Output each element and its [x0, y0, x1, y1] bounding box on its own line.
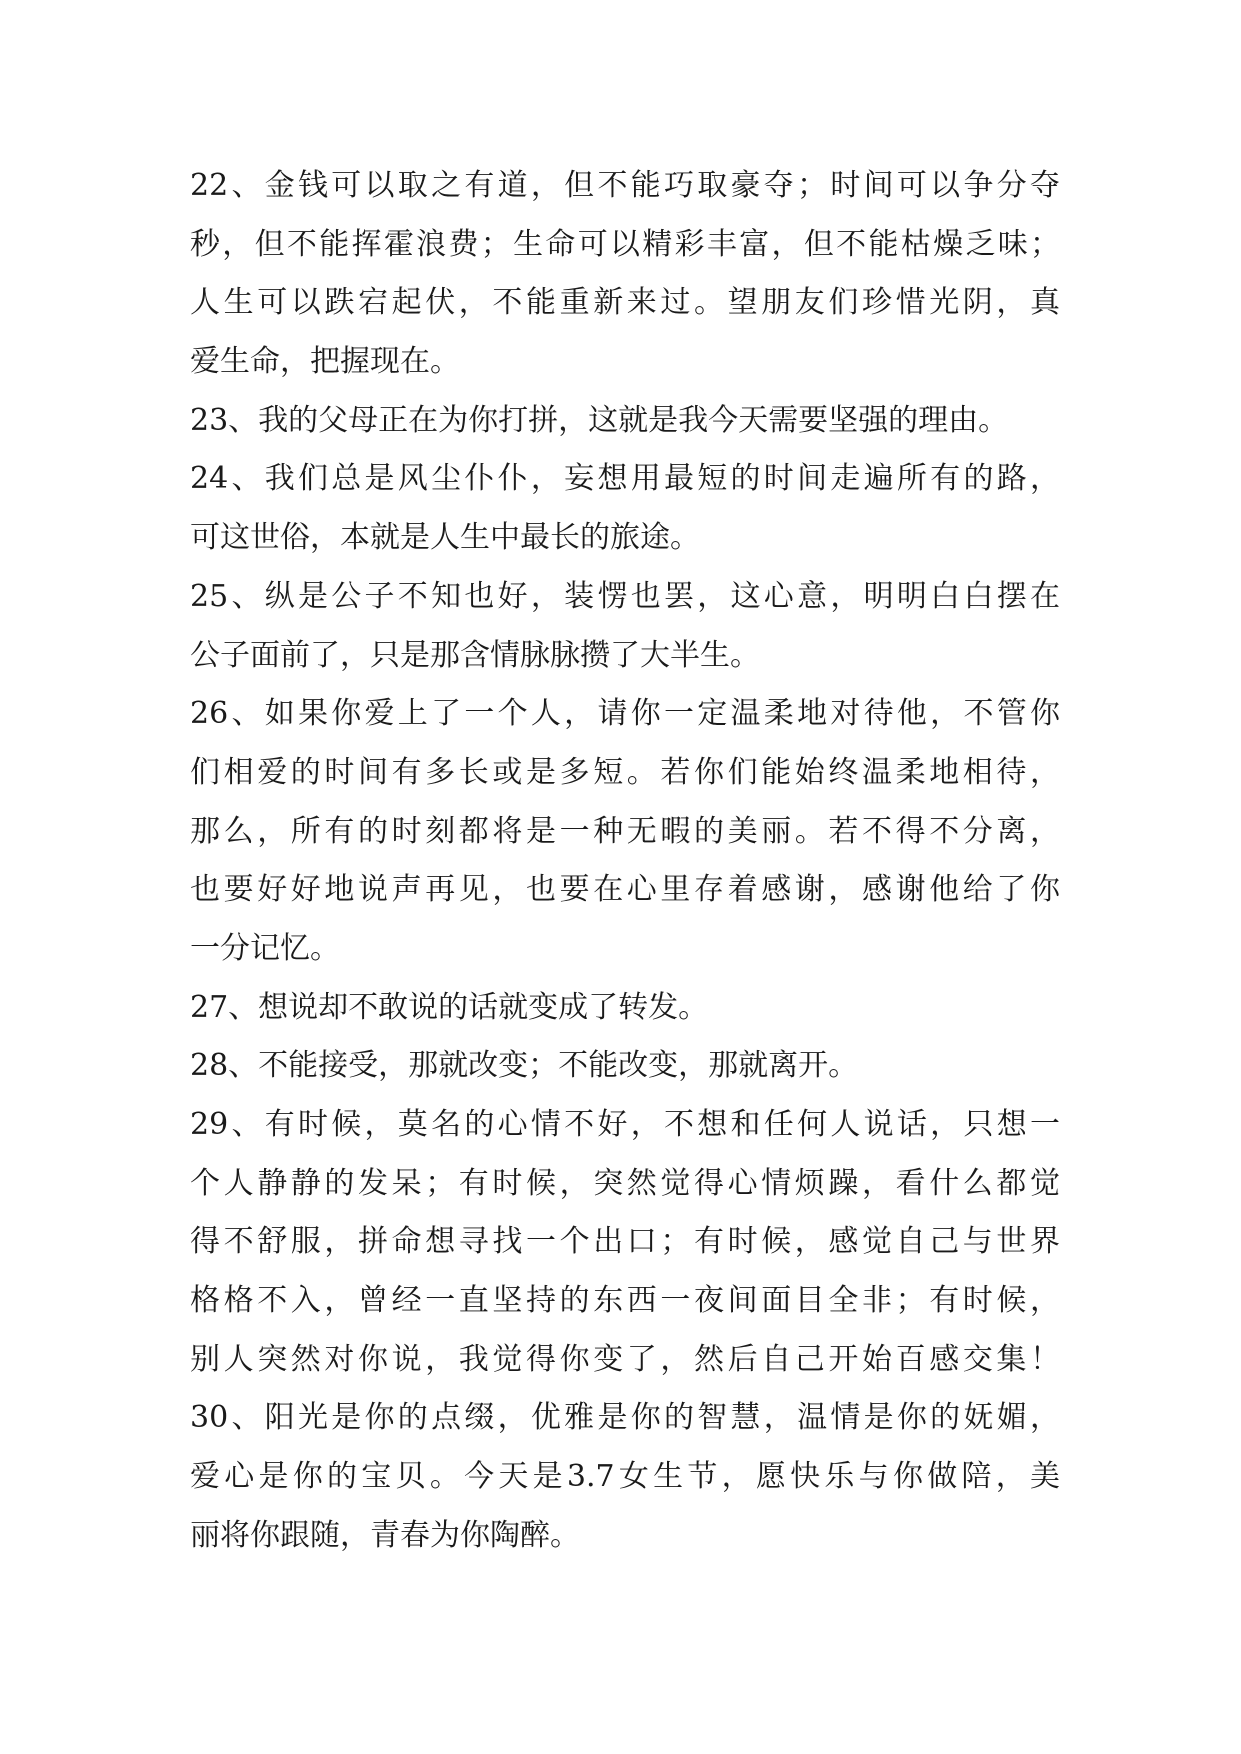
document-body: [190, 157, 1060, 1566]
text-line: 们相爱的时间有多长或是多短。若你们能始终温柔地相待，: [190, 754, 1060, 790]
text-line: 27、想说却不敢说的话就变成了转发。: [190, 989, 709, 1025]
text-line: 那么，所有的时刻都将是一种无暇的美丽。若不得不分离，: [190, 813, 1060, 849]
entry-25: [190, 568, 1060, 685]
text-line: 爱心是你的宝贝。今天是3.7女生节，愿快乐与你做陪，美: [190, 1459, 1060, 1495]
text-line: 格格不入，曾经一直坚持的东西一夜间面目全非；有时候，: [190, 1283, 1060, 1319]
text-line: 28、不能接受，那就改变；不能改变，那就离开。: [190, 1048, 859, 1084]
text-line: 29、有时候，莫名的心情不好，不想和任何人说话，只想一: [190, 1107, 1060, 1142]
entry-22: [190, 157, 1060, 392]
text-line: 丽将你跟随，青春为你陶醉。: [190, 1517, 580, 1553]
text-line: 爱生命，把握现在。: [190, 344, 460, 380]
entry-28: [190, 1037, 1060, 1096]
text-line: 24、我们总是风尘仆仆，妄想用最短的时间走遍所有的路，: [190, 461, 1060, 497]
text-line: 26、如果你爱上了一个人，请你一定温柔地对待他，不管你: [190, 696, 1060, 732]
text-line: 个人静静的发呆；有时候，突然觉得心情烦躁，看什么都觉: [190, 1165, 1060, 1201]
text-line: 22、金钱可以取之有道，但不能巧取豪夺；时间可以争分夺: [190, 168, 1060, 203]
entry-29: [190, 1096, 1060, 1389]
text-line: 公子面前了，只是那含情脉脉攒了大半生。: [190, 637, 760, 673]
entry-24: [190, 450, 1060, 567]
text-line: 25、纵是公子不知也好，装愣也罢，这心意，明明白白摆在: [190, 578, 1060, 614]
text-line: 一分记忆。: [190, 930, 340, 966]
text-line: 别人突然对你说，我觉得你变了，然后自己开始百感交集！: [190, 1341, 1060, 1377]
text-line: 秒，但不能挥霍浪费；生命可以精彩丰富，但不能枯燥乏味；: [190, 226, 1060, 262]
entry-27: [190, 979, 1060, 1038]
text-line: 得不舒服，拼命想寻找一个出口；有时候，感觉自己与世界: [190, 1224, 1060, 1260]
entry-30: [190, 1389, 1060, 1565]
text-line: 也要好好地说声再见，也要在心里存着感谢，感谢他给了你: [190, 872, 1060, 908]
text-line: 人生可以跌宕起伏，不能重新来过。望朋友们珍惜光阴，真: [190, 285, 1060, 321]
entry-26: [190, 685, 1060, 978]
text-line: 可这世俗，本就是人生中最长的旅途。: [190, 520, 700, 556]
text-line: 30、阳光是你的点缀，优雅是你的智慧，温情是你的妩媚，: [190, 1400, 1060, 1436]
text-line: 23、我的父母正在为你打拼，这就是我今天需要坚强的理由。: [190, 402, 1009, 438]
entry-23: [190, 392, 1060, 451]
